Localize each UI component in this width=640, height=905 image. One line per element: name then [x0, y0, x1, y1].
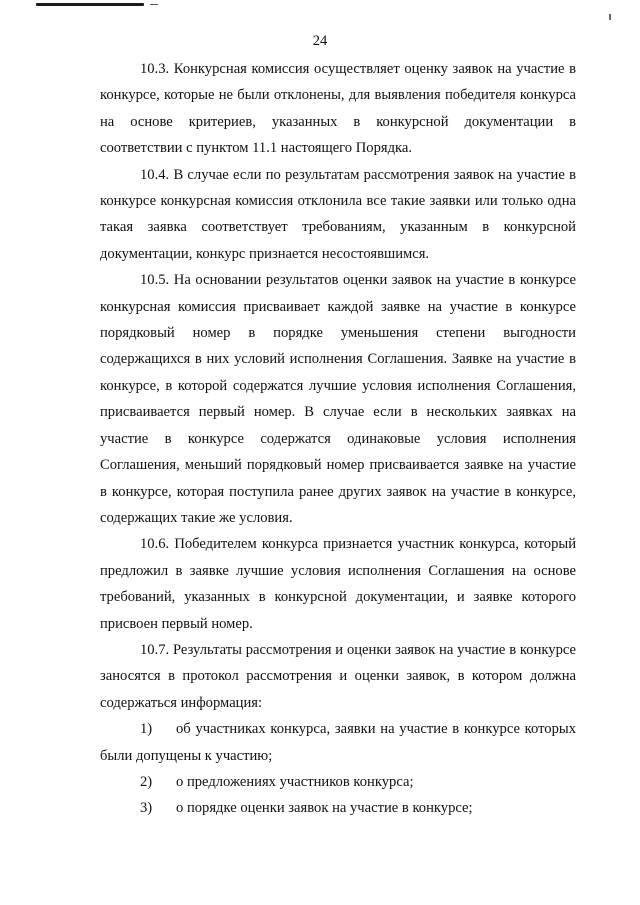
document-body: [100, 56, 576, 822]
list-item-number: 2): [140, 773, 153, 790]
list-item-text: о порядке оценки заявок на участие в конкурсе;: [176, 800, 473, 817]
paragraph-10-4: 10.4. В случае если по результатам рассмотрения заявок на участие в конкурсе конкурсная комиссия отклонила все такие заявки или только одна такая заявка соответствует требованиям, указанным в конкурсной документации, конкурс признается несостоявшимся.: [100, 166, 576, 262]
list-item-number: 3): [140, 800, 153, 817]
scan-artifact-line: [36, 3, 144, 6]
list-item-text: об участниках конкурса, заявки на участие в конкурсе которых были допущены к участию;: [100, 721, 576, 764]
scan-artifact-dot: [609, 14, 611, 20]
list-item-text: о предложениях участников конкурса;: [176, 773, 414, 790]
paragraph-10-6: 10.6. Победителем конкурса признается участник конкурса, который предложил в заявке лучшие условия исполнения Соглашения на основе требований, указанных в конкурсной документации, и заявке которого присвоен первый номер.: [100, 536, 576, 632]
list-item: [100, 716, 576, 769]
paragraph-10-7: 10.7. Результаты рассмотрения и оценки заявок на участие в конкурсе заносятся в протокол рассмотрения и оценки заявок, в котором должна содержаться информация:: [100, 641, 576, 711]
list-item: [100, 795, 576, 821]
paragraph-10-3: 10.3. Конкурсная комиссия осуществляет оценку заявок на участие в конкурсе, которые не были отклонены, для выявления победителя конкурса на основе критериев, указанных в конкурсной документации в соответствии с пунктом 11.1 настоящего Порядка.: [100, 61, 576, 157]
page-number: 24: [312, 33, 328, 49]
paragraph-10-5: 10.5. На основании результатов оценки заявок на участие в конкурсе конкурсная комиссия присваивает каждой заявке на участие в конкурсе порядковый номер в порядке уменьшения степени выгодности содержащихся в них условий исполнения Соглашения. Заявке на участие в конкурсе, в которой содержатся лучшие условия исполнения Соглашения, присваивается первый номер. В случае если в нескольких заявках на участие в конкурсе содержатся одинаковые условия исполнения Соглашения, меньший порядковый номер присваивается заявке на участие в конкурсе, которая поступила ранее других заявок на участие в конкурсе, содержащих такие же условия.: [100, 272, 576, 526]
scan-artifact-tick: [150, 4, 158, 5]
list-item: [100, 769, 576, 795]
list-item-number: 1): [140, 721, 153, 738]
